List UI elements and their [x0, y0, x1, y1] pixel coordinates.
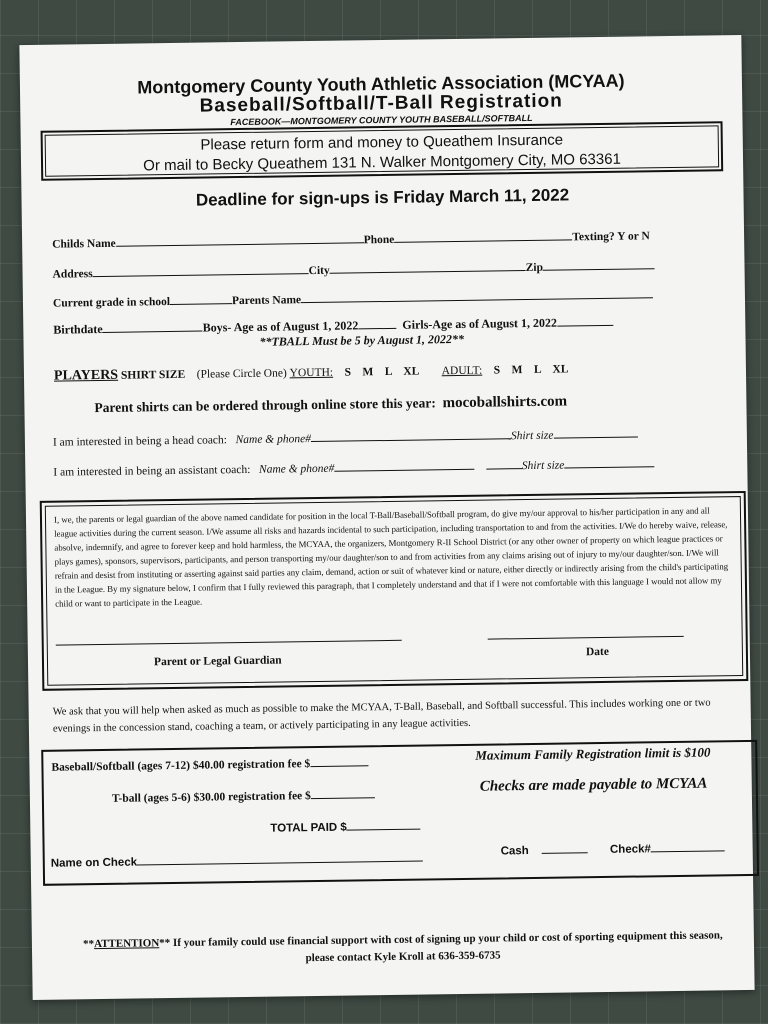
- childs-name-field[interactable]: [116, 232, 364, 246]
- childs-name-row: [52, 228, 650, 250]
- shirt-size-label: SHIRT SIZE: [120, 368, 186, 382]
- return-box: [41, 121, 724, 181]
- birthdate-label: Birthdate: [53, 321, 103, 337]
- return-line-1: Please return form and money to Queathem Insurance: [200, 131, 564, 154]
- fees-box: [41, 740, 759, 886]
- assistant-coach-label: I am interested in being an assistant coach:: [53, 463, 251, 479]
- attention-text: If your family could use financial support with cost of signing up your child or cost of sporting equipment this season, please contact Kyle Kroll at 636-359-6735: [170, 929, 723, 965]
- assistant-coach-shirt-label: Shirt size: [521, 459, 565, 473]
- legal-text: I, we, the parents or legal guardian of the above named candidate for position in the local T-Ball/Baseball/Softball program, do give my/our approval to his/her participation in any and all league activities during the current season. I/We assume all risks and hazards incidental to such participation, including transportation to and from the activities. I/We do hereby waive, release, absolve, indemnify, and agree to forever keep and hold harmless, the MCYAA, the organizers, Montgomery R-II School District (or any other owner of property on which league practices or plays games), sponsors, supervisors, participants, and person transporting my/our daughter/son to and from activities from any claims arising out of injury to my/our daughter/son. I/We will refrain and desist from instituting or asserting against said parties any claim, demand, action or suit of whatever kind or nature, either directly or indirectly arising from the child's participating in the League. By my signature below, I confirm that I fully reviewed this paragraph, that I completely understand and that if I were not comfortable with this language I would not allow my child or want to participate in the League.: [53, 505, 729, 609]
- circle-one-label: (Please Circle One): [196, 367, 287, 381]
- girls-age-field[interactable]: [557, 315, 613, 327]
- adult-sizes[interactable]: S M L XL: [493, 363, 569, 377]
- tball-fee-field[interactable]: [311, 787, 375, 799]
- birthdate-field[interactable]: [103, 321, 203, 333]
- divider: [486, 458, 522, 470]
- zip-label: Zip: [525, 261, 544, 275]
- childs-name-label: Childs Name: [52, 237, 116, 251]
- check-number-field[interactable]: [651, 840, 725, 852]
- max-family: Maximum Family Registration limit is $100: [475, 744, 711, 763]
- head-coach-row: [53, 426, 638, 448]
- attention-label: ATTENTION: [93, 937, 160, 951]
- parent-shirts-text: Parent shirts can be ordered through online store this year:: [94, 395, 436, 416]
- help-text: We ask that you will help when asked as much as possible to make the MCYAA, T-Ball, Baseball, and Softball successful. This includes working one or two evenings in the concession stand, coaching a team, or actively participating in any league activities.: [52, 697, 711, 735]
- store-link[interactable]: mocoballshirts.com: [442, 393, 568, 412]
- youth-sizes[interactable]: S M L XL: [344, 365, 419, 379]
- parents-name-label: Parents Name: [231, 294, 302, 308]
- texting-label[interactable]: Texting? Y or N: [572, 230, 650, 244]
- cash-label: Cash: [500, 845, 529, 858]
- grade-label: Current grade in school: [52, 296, 171, 310]
- checks-payable: Checks are made payable to MCYAA: [479, 775, 708, 795]
- check-number-label: Check#: [609, 843, 651, 856]
- youth-label: YOUTH:: [289, 366, 334, 380]
- boys-age-label: Boys- Age as of August 1, 2022: [202, 318, 359, 335]
- assistant-coach-name-label: Name & phone#: [258, 462, 335, 476]
- baseball-fee-label: Baseball/Softball (ages 7-12) $40.00 registration fee $: [51, 758, 311, 774]
- date-signature-line[interactable]: [488, 636, 684, 640]
- shirt-size-row: [54, 361, 569, 384]
- tball-fee-label: T-ball (ages 5-6) $30.00 registration fee $: [111, 790, 311, 805]
- registration-form: [19, 35, 754, 1000]
- tball-fee-row: [112, 787, 375, 805]
- head-coach-name-label: Name & phone#: [235, 433, 312, 447]
- assistant-coach-name-field[interactable]: [334, 459, 474, 472]
- girls-age-label: Girls-Age as of August 1, 2022: [402, 315, 558, 332]
- total-row: [270, 819, 421, 835]
- phone-field[interactable]: [394, 229, 572, 242]
- head-coach-shirt-field[interactable]: [553, 426, 637, 438]
- org-title: Montgomery County Youth Athletic Association (MCYAA): [137, 70, 625, 98]
- grade-row: [53, 287, 653, 309]
- address-label: Address: [52, 268, 93, 281]
- guardian-label: Parent or Legal Guardian: [153, 654, 282, 669]
- name-on-check-label: Name on Check: [50, 856, 138, 870]
- legal-waiver-box: [40, 491, 749, 691]
- tball-note: **TBALL Must be 5 by August 1, 2022**: [259, 331, 465, 349]
- cash-row: [501, 840, 725, 857]
- name-on-check-field[interactable]: [137, 851, 423, 866]
- phone-label: Phone: [363, 233, 395, 247]
- date-label: Date: [585, 645, 609, 659]
- total-label: TOTAL PAID $: [270, 821, 347, 835]
- city-label: City: [308, 264, 330, 278]
- deadline: Deadline for sign-ups is Friday March 11, 2022: [195, 185, 570, 210]
- return-line-2: Or mail to Becky Queathem 131 N. Walker Montgomery City, MO 63361: [143, 150, 621, 175]
- cash-field[interactable]: [541, 842, 587, 854]
- assistant-coach-shirt-field[interactable]: [564, 456, 654, 468]
- zip-field[interactable]: [543, 258, 655, 271]
- head-coach-name-field[interactable]: [311, 428, 511, 442]
- city-field[interactable]: [330, 260, 526, 274]
- baseball-fee-row: [51, 755, 368, 773]
- form-title: Baseball/Softball/T-Ball Registration: [199, 90, 563, 117]
- head-coach-label: I am interested in being a head coach:: [52, 434, 228, 449]
- adult-label: ADULT:: [441, 364, 483, 378]
- name-on-check-row: [51, 851, 423, 870]
- address-row: [52, 258, 655, 280]
- baseball-fee-field[interactable]: [310, 755, 368, 767]
- attention-note: **ATTENTION** If your family could use financial support with cost of signing up your child or cost of sporting equipment this season, please contact Kyle Kroll at 636-359-6735: [82, 929, 723, 965]
- parent-shirts-row: [94, 393, 567, 417]
- head-coach-shirt-label: Shirt size: [510, 429, 554, 443]
- players-label: PLAYERS: [53, 367, 119, 384]
- boys-age-field[interactable]: [358, 318, 396, 330]
- address-field[interactable]: [93, 263, 309, 277]
- parents-name-field[interactable]: [301, 287, 653, 303]
- grade-field[interactable]: [170, 293, 232, 305]
- assistant-coach-row: [53, 456, 654, 478]
- facebook-line: FACEBOOK—MONTGOMERY COUNTY YOUTH BASEBALL/SOFTBALL: [230, 112, 533, 128]
- guardian-signature-line[interactable]: [56, 640, 402, 646]
- total-field[interactable]: [347, 819, 421, 831]
